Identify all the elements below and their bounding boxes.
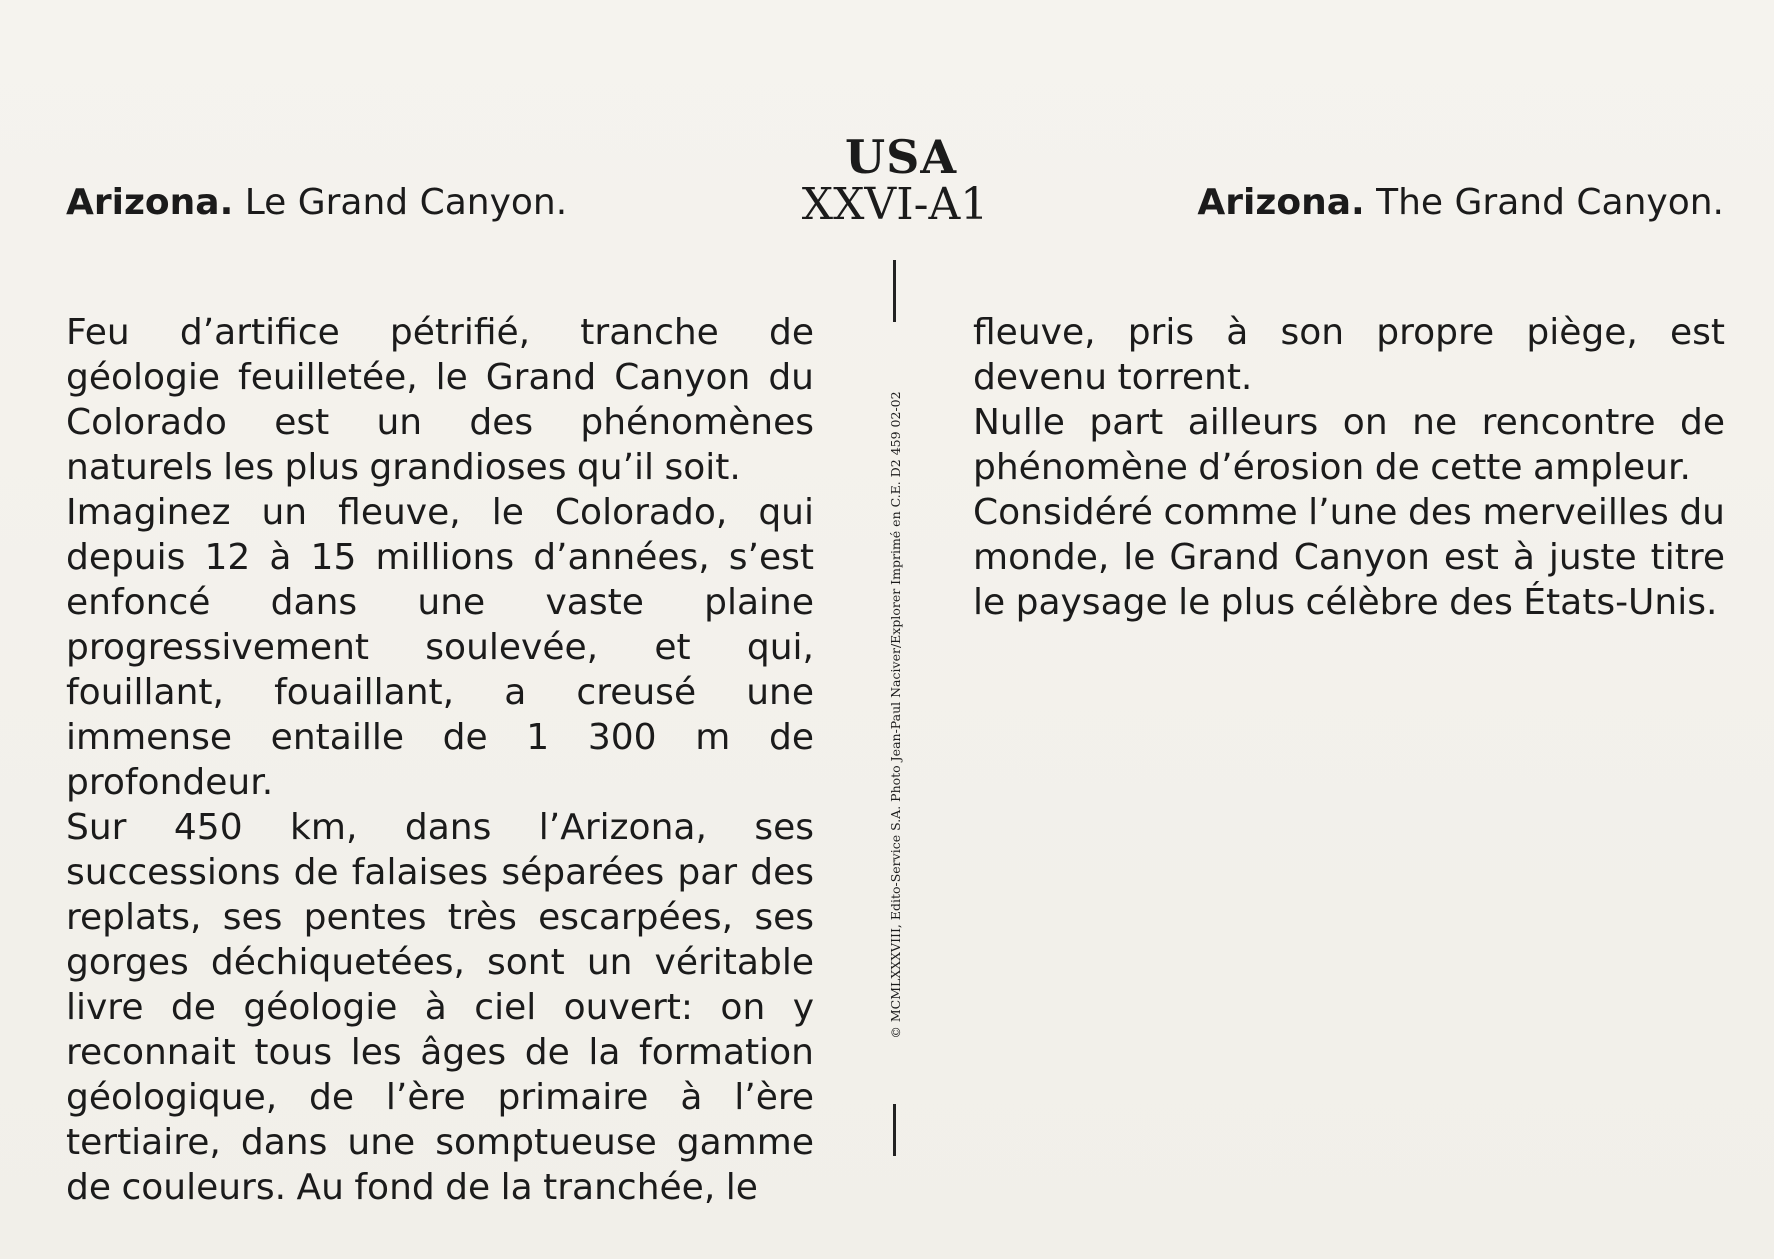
title-french-place: Arizona.: [66, 182, 234, 223]
title-french: [66, 180, 567, 226]
title-english-place: Arizona.: [1197, 182, 1365, 223]
publisher-credit: © MCMLXXXVIII, Edito-Service S.A. Photo Jean-Paul Naciver/Explorer Imprimé en C.E. D2 459 02-02: [888, 391, 903, 1039]
paragraph: Imaginez un fleuve, le Colorado, qui depuis 12 à 15 millions d’années, s’est enfoncé dans une vaste plaine progressivement soulevée, et qui, fouillant, fouaillant, a creusé une immense entaille de 1 300 m de profondeur.: [66, 492, 814, 803]
paragraph: fleuve, pris à son propre piège, est devenu torrent.: [973, 312, 1725, 398]
center-divider-top: [893, 260, 896, 322]
title-french-text: Le Grand Canyon.: [233, 182, 568, 223]
title-english-text: The Grand Canyon.: [1364, 182, 1724, 223]
paragraph: Considéré comme l’une des merveilles du monde, le Grand Canyon est à juste titre le paysage le plus célèbre des États-Unis.: [973, 492, 1725, 623]
paragraph: Feu d’artifice pétrifié, tranche de géologie feuilletée, le Grand Canyon du Colorado est un des phénomènes naturels les plus grandioses qu’il soit.: [66, 312, 814, 488]
title-english: [1197, 180, 1724, 226]
description-column-left: [66, 310, 814, 1210]
center-divider-bottom: [893, 1104, 896, 1156]
description-column-right: [973, 310, 1725, 625]
reference-code: XXVI-A1: [801, 179, 989, 230]
country-heading: USA: [845, 130, 958, 184]
paragraph: Sur 450 km, dans l’Arizona, ses successions de falaises séparées par des replats, ses pentes très escarpées, ses gorges déchiquetées, sont un véritable livre de géologie à ciel ouvert: on y reconnait tous les âges de la formation géologique, de l’ère primaire à l’ère tertiaire, dans une somptueuse gamme de couleurs. Au fond de la tranchée, le: [66, 807, 814, 1208]
paragraph: Nulle part ailleurs on ne rencontre de phénomène d’érosion de cette ampleur.: [973, 402, 1725, 488]
